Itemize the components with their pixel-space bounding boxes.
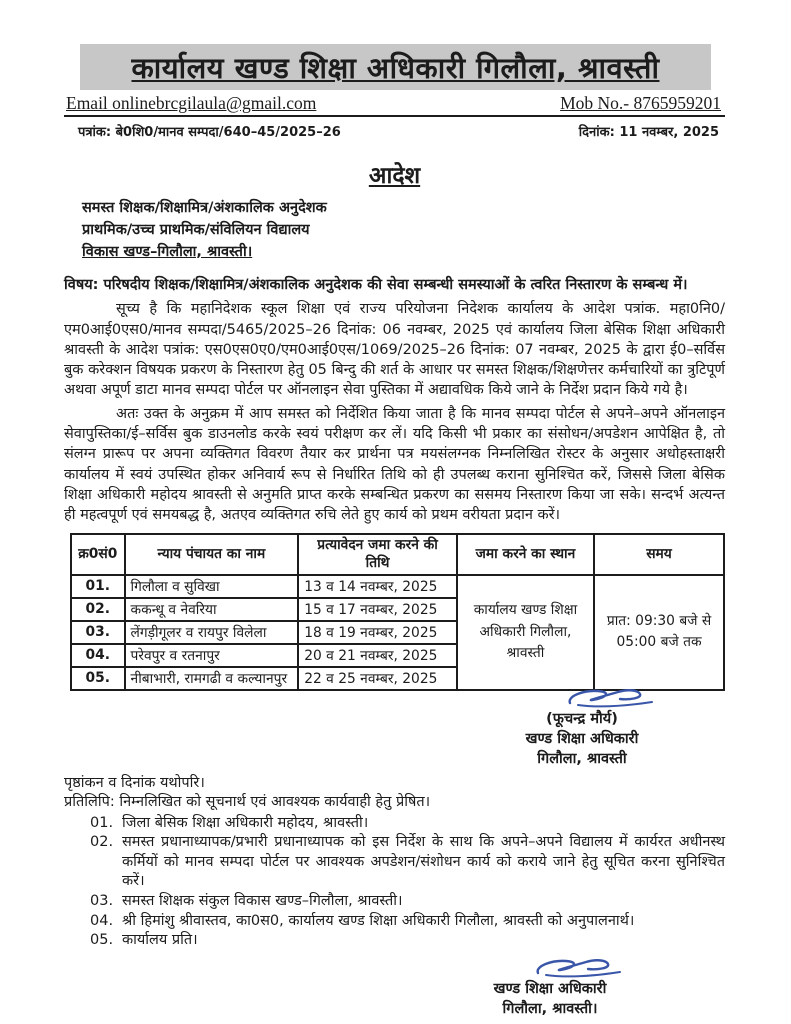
copy-text: समस्त शिक्षक संकुल विकास खण्ड–गिलौला, श्रावस्ती।: [122, 893, 403, 910]
signature-image: [530, 953, 626, 983]
panchayat-cell: नीबाभारी, रामगढी व कल्यानपुर: [125, 667, 299, 690]
addressee-line: प्राथमिक/उच्च प्राथमिक/संविलियन विद्यालय: [82, 221, 310, 238]
dates-cell: 13 व 14 नवम्बर, 2025: [298, 575, 457, 598]
table-header-row: [71, 534, 724, 575]
table-row: [71, 575, 724, 598]
copy-number: 04.: [90, 912, 114, 929]
order-heading: आदेश: [368, 163, 421, 189]
roster-table: [70, 533, 725, 691]
copy-item: [90, 912, 725, 932]
copy-number: 02.: [90, 834, 114, 851]
footer-section: [64, 774, 725, 951]
panchayat-cell: परेवपुर व रतनापुर: [125, 644, 299, 667]
time-cell: प्रात: 09:30 बजे से 05:00 बजे तक: [594, 575, 724, 690]
serial-cell: 04.: [71, 644, 125, 667]
ref-row: [64, 117, 725, 140]
copy-text: श्री हिमांशु श्रीवास्तव, का0स0, कार्यालय खण्ड शिक्षा अधिकारी गिलौला, श्रावस्ती को अनुपालनार्थ।: [122, 912, 635, 929]
table-header-time: समय: [594, 534, 724, 575]
office-title: कार्यालय खण्ड शिक्षा अधिकारी गिलौला, श्रावस्ती: [131, 51, 660, 85]
copy-number: 05.: [90, 932, 114, 949]
addressee-line: समस्त शिक्षक/शिक्षामित्र/अंशकालिक अनुदेशक: [82, 200, 327, 216]
letter-date: दिनांक: 11 नवम्बर, 2025: [578, 125, 719, 140]
signatory-place: गिलौला, श्रावस्ती।: [502, 1001, 598, 1018]
signature-image: [562, 683, 658, 713]
copy-number: 01.: [90, 814, 114, 831]
panchayat-cell: गिलौला व सुविखा: [125, 575, 299, 598]
table-header-panchayat: न्याय पंचायत का नाम: [125, 534, 299, 575]
mobile-number: Mob No.- 8765959201: [560, 93, 721, 113]
office-title-bar: [80, 44, 711, 90]
copy-item: [90, 931, 725, 951]
dates-cell: 15 व 17 नवम्बर, 2025: [298, 598, 457, 621]
copy-item: [90, 833, 725, 892]
signatory-name: (फूचन्द्र मौर्य): [546, 710, 618, 727]
table-header-place: जमा करने का स्थान: [457, 534, 594, 575]
table-header-sno: क्र0सं0: [71, 534, 125, 575]
dates-cell: 18 व 19 नवम्बर, 2025: [298, 621, 457, 644]
serial-cell: 03.: [71, 621, 125, 644]
panchayat-cell: लेंगड़ीगूलर व रायपुर विलेला: [125, 621, 299, 644]
dates-cell: 22 व 25 नवम्बर, 2025: [298, 667, 457, 690]
subject-line: विषय: परिषदीय शिक्षक/शिक्षामित्र/अंशकालिक अनुदेशक की सेवा सम्बन्धी समस्याओं के त्वरित निस्तारण के सम्बन्ध में।: [64, 277, 688, 294]
table-header-dates: प्रत्यावेदन जमा करने की तिथि: [298, 534, 457, 575]
copy-list: [90, 814, 725, 951]
copy-number: 03.: [90, 893, 114, 910]
addressee-line: विकास खण्ड–गिलौला, श्रावस्ती।: [82, 243, 253, 260]
copy-text: जिला बेसिक शिक्षा अधिकारी महोदय, श्रावस्ती।: [122, 814, 369, 831]
place-cell: कार्यालय खण्ड शिक्षा अधिकारी गिलौला, श्रावस्ती: [457, 575, 594, 690]
letter-number: पत्रांक: बे0शि0/मानव सम्पदा/640–45/2025–26: [78, 125, 341, 140]
signature-block-primary: [467, 683, 697, 770]
panchayat-cell: ककन्धू व नेवरिया: [125, 598, 299, 621]
addressee-block: [82, 198, 725, 263]
serial-cell: 02.: [71, 598, 125, 621]
body-paragraph-2: अतः उक्त के अनुक्रम में आप समस्त को निर्देशित किया जाता है कि मानव सम्पदा पोर्टल से अपने–अपने ऑनलाइन सेवापुस्तिका/ई–सर्विस बुक डाउनलोड करके स्वयं परीक्षण कर लें। यदि किसी भी प्रकार का संसोधन/अपडेशन आपेक्षित है, तो संलग्न प्रारूप पर अपना व्यक्तिगत विवरण तैयार कर प्रार्थना पत्र मयसंलग्नक निम्नलिखित रोस्टर के अनुसार अधोहस्ताक्षरी कार्यालय में स्वयं उपस्थित होकर अनिवार्य रूप से निर्धारित तिथि को ही उपलब्ध कराना सुनिश्चित करें, जिससे जिला बेसिक शिक्षा अधिकारी महोदय श्रावस्ती से अनुमति प्राप्त करके सम्बन्धित प्रकरण का ससमय निस्तारण किया जा सके। सन्दर्भ अत्यन्त ही महत्वपूर्ण एवं समयबद्ध है, अतएव व्यक्तिगत रुचि लेते हुए कार्य को प्रथम वरीयता प्रदान करें।: [64, 405, 725, 524]
serial-cell: 05.: [71, 667, 125, 690]
copy-item: [90, 814, 725, 834]
copy-text: कार्यालय प्रति।: [122, 932, 198, 949]
signatory-designation: खण्ड शिक्षा अधिकारी: [525, 731, 639, 748]
endorsement-line: पृष्ठांकन व दिनांक यथोपरि।: [64, 774, 205, 791]
signature-block-secondary: [435, 953, 665, 1020]
body-paragraph-1: सूच्य है कि महानिदेशक स्कूल शिक्षा एवं राज्य परियोजना निदेशक कार्यालय के आदेश पत्रांक. महा0नि0/एम0आई0एस0/मानव सम्पदा/5465/2025–26 दिनांक: 06 नवम्बर, 2025 एवं कार्यालय जिला बेसिक शिक्षा अधिकारी श्रावस्ती के आदेश पत्रांक: एस0एस0ए0/एम0आई0एस/1069/2025–26 दिनांक: 07 नवम्बर, 2025 के द्वारा ई0–सर्विस बुक करेक्शन विषयक प्रकरण के निस्तारण हेतु 05 बिन्दु की शर्त के आधार पर समस्त शिक्षक/शिक्षणेत्तर कर्मचारियों का त्रुटिपूर्ण अथवा अपूर्ण डाटा मानव सम्पदा पोर्टल पर ऑनलाइन सेवा पुस्तिका में अद्यावधिक किये जाने के निर्देश प्रदान किये गये है।: [64, 301, 725, 399]
serial-cell: 01.: [71, 575, 125, 598]
copy-heading: प्रतिलिपि: निम्नलिखित को सूचनार्थ एवं आवश्यक कार्यवाही हेतु प्रेषित।: [64, 794, 431, 811]
signatory-designation: खण्ड शिक्षा अधिकारी: [493, 980, 607, 997]
copy-text: समस्त प्रधानाध्यापक/प्रभारी प्रधानाध्यापक को इस निर्देश के साथ कि अपने–अपने विद्यालय में कार्यरत अधीनस्थ कर्मियों को मानव सम्पदा पोर्टल पर आवश्यक अपडेशन/संशोधन कार्य को कराये जाने हेतु सूचित करना सुनिश्चित करें।: [122, 834, 725, 890]
signatory-place: गिलौला, श्रावस्ती: [537, 751, 627, 768]
dates-cell: 20 व 21 नवम्बर, 2025: [298, 644, 457, 667]
contact-row: [64, 90, 725, 117]
copy-item: [90, 892, 725, 912]
email-text: Email onlinebrcgilaula@gmail.com: [66, 93, 317, 113]
